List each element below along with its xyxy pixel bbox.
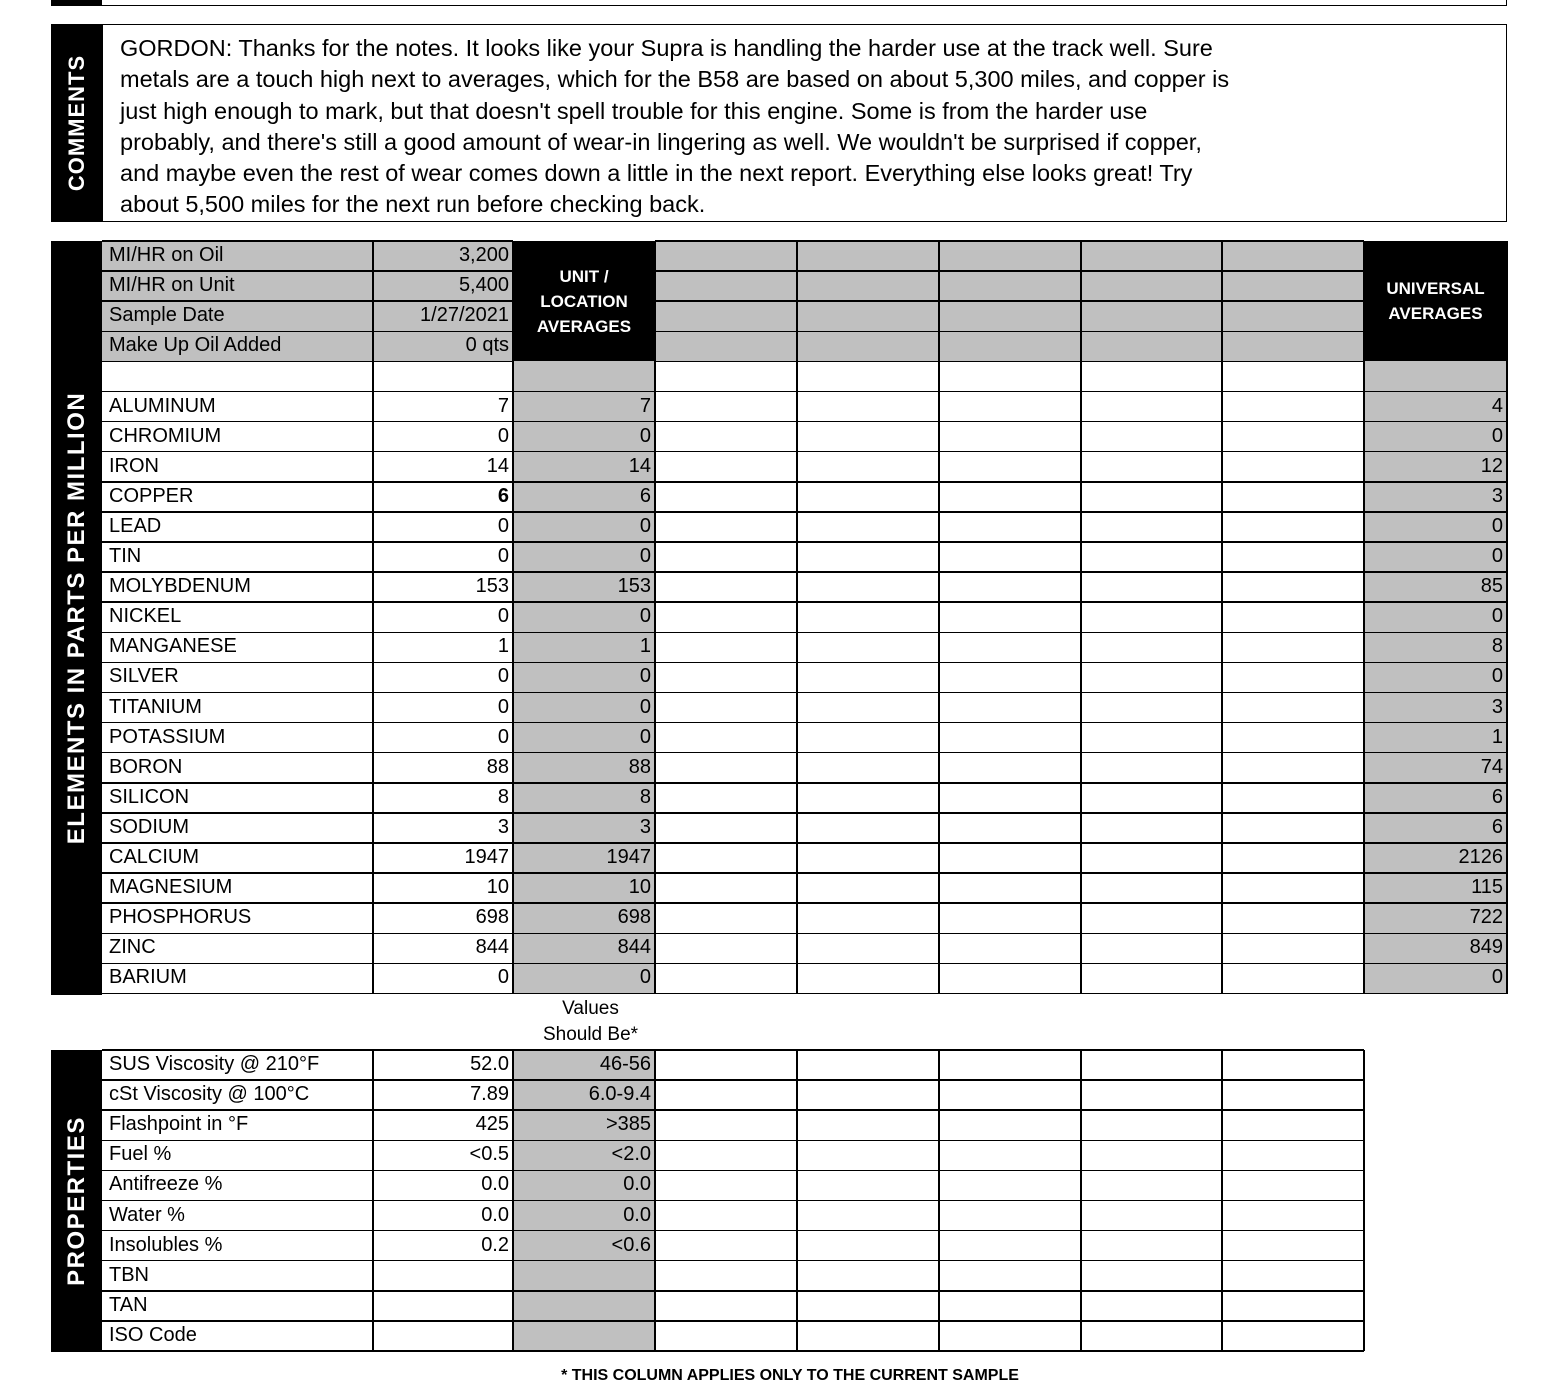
- grid-line: [102, 1049, 1364, 1051]
- sample-info-label: MI/HR on Oil: [109, 244, 224, 266]
- property-value: [373, 1291, 513, 1321]
- values-note-line: Values: [562, 998, 619, 1019]
- element-universal-average: 1: [1491, 725, 1503, 748]
- element-universal-average: 6: [1491, 785, 1503, 808]
- property-name: Water %: [109, 1203, 185, 1226]
- property-should-be: [513, 1291, 655, 1321]
- element-unit-average: 844: [617, 936, 651, 959]
- element-value: 3: [497, 815, 509, 838]
- element-unit-average: 1947: [606, 846, 651, 868]
- element-universal-average: 849: [1469, 936, 1503, 959]
- comment-line: and maybe even the rest of wear comes down a little in the next report. Everything else looks great! Try: [120, 160, 1193, 187]
- sample-info-value: 0 qts: [465, 334, 509, 357]
- element-universal-average: 0: [1491, 665, 1503, 688]
- property-name: SUS Viscosity @ 210°F: [109, 1053, 320, 1075]
- element-value: 0: [497, 545, 509, 567]
- property-should-be: 0.0: [623, 1173, 651, 1196]
- element-unit-average: 0: [639, 725, 651, 748]
- element-unit-average: 0: [639, 605, 651, 628]
- grid-line: [102, 1140, 1364, 1142]
- grid-line: [1221, 1050, 1223, 1351]
- element-name: MANGANESE: [109, 635, 237, 658]
- element-name: MAGNESIUM: [109, 876, 233, 899]
- element-unit-average: 0: [639, 424, 651, 447]
- property-value: 0.2: [481, 1233, 509, 1256]
- element-universal-average: 0: [1491, 514, 1503, 537]
- property-value: 0.0: [481, 1173, 509, 1196]
- property-name: ISO Code: [109, 1323, 197, 1346]
- grid-line: [102, 1109, 1364, 1111]
- element-name: BARIUM: [109, 966, 187, 989]
- grid-line: [796, 1050, 798, 1351]
- grid-line: [102, 1200, 1364, 1202]
- comment-line: about 5,500 miles for the next run before checking back.: [120, 191, 706, 218]
- element-name: LEAD: [109, 514, 162, 537]
- element-value: 7: [497, 394, 509, 417]
- element-name: MOLYBDENUM: [109, 575, 251, 598]
- element-value: 0: [497, 695, 509, 718]
- element-unit-average: 6: [639, 484, 651, 507]
- element-universal-average: 4: [1491, 394, 1503, 417]
- sample-info-label: Sample Date: [109, 304, 225, 327]
- element-universal-average: 115: [1471, 876, 1503, 899]
- grid-line: [102, 1230, 1364, 1232]
- element-value: 0: [497, 665, 509, 688]
- element-value: 8: [497, 785, 509, 808]
- property-value: <0.5: [469, 1143, 509, 1166]
- property-name: Fuel %: [109, 1143, 172, 1166]
- comments-band-label: COMMENTS: [63, 54, 89, 192]
- element-unit-average: 10: [628, 876, 651, 899]
- element-value: 10: [486, 876, 509, 899]
- unit-location-averages-label: UNIT / LOCATION AVERAGES: [536, 266, 632, 336]
- property-should-be: [513, 1321, 655, 1351]
- element-value: 88: [486, 755, 509, 778]
- element-value: 0: [497, 605, 509, 628]
- property-name: Flashpoint in °F: [109, 1113, 249, 1136]
- element-universal-average: 74: [1480, 755, 1503, 778]
- element-value: 6: [497, 484, 509, 507]
- element-value: 698: [475, 906, 509, 929]
- grid-line: [102, 1290, 1364, 1292]
- element-value: 0: [497, 966, 509, 989]
- values-note-line: Should Be*: [542, 1024, 639, 1045]
- property-value: 7.89: [470, 1083, 509, 1106]
- element-unit-average: 0: [639, 514, 651, 537]
- sample-info-value: 5,400: [458, 274, 509, 297]
- property-value: [373, 1261, 513, 1291]
- element-name: ZINC: [109, 936, 156, 959]
- element-value: 1: [497, 635, 509, 658]
- element-value: 844: [475, 936, 509, 959]
- element-universal-average: 8: [1491, 635, 1503, 658]
- element-unit-average: 8: [639, 785, 651, 808]
- grid-line: [938, 1050, 940, 1351]
- grid-line: [102, 1320, 1364, 1322]
- grid-line: [512, 1050, 514, 1351]
- element-value: 1947: [464, 846, 509, 868]
- element-name: TIN: [109, 545, 142, 567]
- element-universal-average: 3: [1491, 484, 1503, 507]
- property-name: TAN: [109, 1293, 148, 1316]
- element-name: CHROMIUM: [109, 424, 222, 447]
- grid-line: [372, 1050, 374, 1351]
- property-should-be: 0.0: [623, 1203, 651, 1226]
- element-name: NICKEL: [109, 605, 182, 628]
- element-universal-average: 85: [1480, 575, 1503, 598]
- property-name: Antifreeze %: [109, 1173, 223, 1196]
- sample-info-value: 1/27/2021: [420, 304, 509, 327]
- property-name: Insolubles %: [109, 1233, 223, 1256]
- element-unit-average: 698: [617, 906, 651, 929]
- sample-info-label: MI/HR on Unit: [109, 274, 235, 297]
- element-unit-average: 3: [639, 815, 651, 838]
- property-name: TBN: [109, 1263, 149, 1286]
- element-name: POTASSIUM: [109, 725, 226, 748]
- element-universal-average: 0: [1491, 424, 1503, 447]
- grid-line: [1363, 1050, 1365, 1351]
- element-name: SILVER: [109, 665, 179, 688]
- element-unit-average: 0: [639, 966, 651, 989]
- element-unit-average: 0: [639, 695, 651, 718]
- grid-line: [102, 1260, 1364, 1262]
- element-name: IRON: [109, 454, 159, 477]
- element-name: PHOSPHORUS: [109, 906, 252, 929]
- element-unit-average: 7: [639, 394, 651, 417]
- element-name: COPPER: [109, 484, 194, 507]
- element-name: ALUMINUM: [109, 394, 216, 417]
- property-value: 0.0: [481, 1203, 509, 1226]
- elements-band-label: ELEMENTS IN PARTS PER MILLION: [62, 391, 90, 845]
- footnote: * THIS COLUMN APPLIES ONLY TO THE CURRENT SAMPLE: [561, 1367, 1019, 1384]
- element-universal-average: 0: [1491, 605, 1503, 628]
- element-unit-average: 0: [639, 665, 651, 688]
- property-name: cSt Viscosity @ 100°C: [109, 1083, 310, 1106]
- comment-line: GORDON: Thanks for the notes. It looks like your Supra is handling the harder use at the track well. Sure: [120, 35, 1213, 61]
- property-should-be: 6.0-9.4: [588, 1083, 651, 1106]
- properties-band: [51, 1050, 102, 1352]
- property-should-be: [513, 1261, 655, 1291]
- element-value: 14: [486, 454, 509, 477]
- element-universal-average: 0: [1491, 966, 1503, 989]
- element-name: BORON: [109, 755, 183, 778]
- property-should-be: <2.0: [611, 1143, 651, 1166]
- grid-line: [1080, 1050, 1082, 1351]
- comment-line: probably, and there's still a good amount of wear-in lingering as well. We wouldn't be surprised if copper,: [120, 128, 1202, 155]
- grid-line: [654, 1050, 656, 1351]
- sample-info-value: 3,200: [458, 244, 509, 266]
- property-value: 425: [475, 1113, 509, 1136]
- element-name: SILICON: [109, 785, 190, 808]
- property-value: [373, 1321, 513, 1351]
- element-name: CALCIUM: [109, 846, 200, 868]
- element-value: 0: [497, 514, 509, 537]
- property-value: 52.0: [470, 1053, 509, 1075]
- property-should-be: >385: [605, 1113, 651, 1136]
- element-universal-average: 12: [1480, 454, 1503, 477]
- element-universal-average: 6: [1491, 815, 1503, 838]
- element-value: 153: [475, 575, 509, 598]
- property-should-be: <0.6: [611, 1233, 651, 1256]
- grid-line: [102, 1079, 1364, 1081]
- element-value: 0: [497, 424, 509, 447]
- element-name: SODIUM: [109, 815, 189, 838]
- element-unit-average: 88: [628, 755, 651, 778]
- element-unit-average: 1: [639, 635, 651, 658]
- element-universal-average: 722: [1469, 906, 1503, 929]
- element-universal-average: 0: [1491, 545, 1503, 567]
- element-name: TITANIUM: [109, 695, 202, 718]
- universal-averages-label: UNIVERSAL AVERAGES: [1386, 279, 1485, 323]
- element-unit-average: 0: [639, 545, 651, 567]
- element-unit-average: 14: [628, 454, 651, 477]
- property-should-be: 46-56: [599, 1053, 651, 1075]
- grid-line: [102, 1350, 1364, 1352]
- element-universal-average: 3: [1491, 695, 1503, 718]
- element-unit-average: 153: [617, 575, 651, 598]
- comment-line: just high enough to mark, but that doesn't spell trouble for this engine. Some is from the harder use: [120, 97, 1148, 124]
- element-value: 0: [497, 725, 509, 748]
- comment-line: metals are a touch high next to averages, which for the B58 are based on about 5,300 miles, and copper is: [120, 66, 1230, 93]
- sample-info-label: Make Up Oil Added: [109, 334, 282, 357]
- element-universal-average: 2126: [1458, 846, 1503, 868]
- properties-band-label: PROPERTIES: [62, 1116, 90, 1286]
- grid-line: [102, 1170, 1364, 1172]
